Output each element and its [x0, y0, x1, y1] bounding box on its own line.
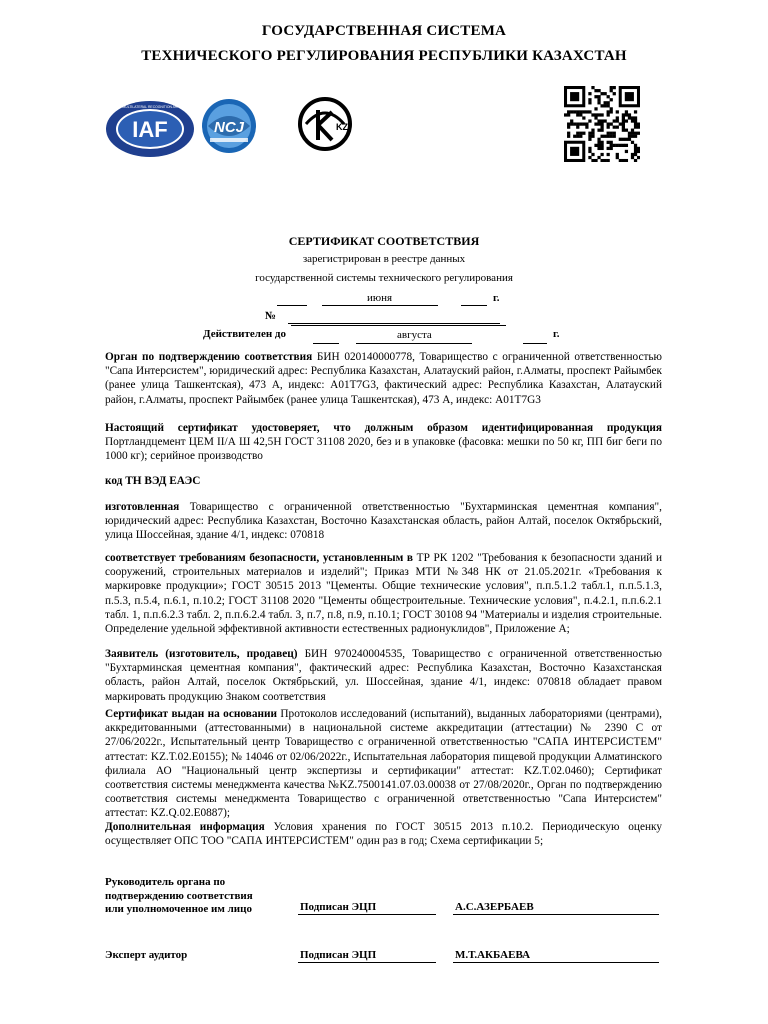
valid-until-label: Действителен до — [203, 328, 286, 340]
head-signature-line — [298, 914, 436, 915]
valid-month: августа — [397, 329, 432, 341]
reg-year-suffix: г. — [493, 292, 500, 304]
head-label-line-2: подтверждению соответствия — [105, 889, 253, 902]
valid-year-suffix: г. — [553, 328, 560, 340]
code-tn-ved: код ТН ВЭД ЕАЭС — [105, 475, 201, 487]
basis-section — [105, 707, 662, 821]
applicant-section — [105, 647, 662, 704]
ncj-logo-text: NCJ — [213, 119, 245, 136]
extra-label: Дополнительная информация — [105, 821, 265, 833]
head-name-line — [453, 914, 659, 915]
certificate-title: СЕРТИФИКАТ СООТВЕТСТВИЯ — [288, 234, 480, 248]
expert-signature-line — [298, 962, 436, 963]
manufacturer-section — [105, 500, 662, 543]
expert-label: Эксперт аудитор — [105, 949, 188, 961]
ncj-logo — [200, 96, 258, 158]
conform-label: соответствует требованиям безопасности, установленным в — [105, 552, 414, 564]
made-label: изготовленная — [105, 501, 180, 513]
head-label-line-3: или уполномоченное им лицо — [105, 903, 252, 915]
requirements-text: ТР РК 1202 "Требования к безопасности зданий и сооружений, строительных материалов и изделий"; Приказ МТИ №348 НК от 21.05.2021г. «Требования к маркировке продукции»; ГОСТ 30515 2013 "Цементы. Общие технические условия", п.п.5.1.2 табл.1, п.п.5.1.3, п.5.3, п.5.4, п.6.1, п.10.2; ГОСТ 31108 2020 "Цементы общестроительные. Технические условия", п.4.2.1, п.п.6.2.1 табл. 1, п.п.6.2.3 табл. 2, п.п.6.2.4 табл. 3, п.7, п.8, п.9, п.10.1; ГОСТ 30108 94 "Материалы и изделия строительные. Определение удельной эффективной активности естественных радионуклидов", Приложение А; — [105, 552, 662, 636]
iaf-logo — [105, 100, 195, 158]
organ-label: Орган по подтверждению соответствия — [105, 351, 313, 363]
additional-info-section — [105, 820, 662, 848]
certificate-subtitle-1: зарегистрирован в реестре данных — [302, 253, 466, 265]
valid-upper-line — [291, 325, 506, 326]
number-line — [288, 323, 500, 324]
iaf-ring-text: MEMBER OF MULTILATERAL RECOGNITION ARRANGEMENT — [105, 105, 195, 109]
certificate-subtitle-2: государственной системы технического регулирования — [255, 272, 513, 284]
number-label: № — [265, 310, 277, 322]
expert-name: М.Т.АКБАЕВА — [455, 949, 531, 961]
reg-month: июня — [367, 292, 393, 304]
iaf-logo-text: IAF — [132, 117, 168, 142]
head-signatory-label — [105, 876, 253, 917]
certified-product-section — [105, 421, 662, 464]
valid-month-line — [356, 343, 472, 344]
applicant-label: Заявитель (изготовитель, продавец) — [105, 648, 298, 660]
organ-section — [105, 350, 662, 407]
expert-signature-status: Подписан ЭЦП — [300, 949, 377, 961]
basis-label: Сертификат выдан на основании — [105, 708, 277, 720]
kz-mark-text: KZ — [336, 122, 348, 132]
requirements-section — [105, 551, 662, 636]
valid-year-line — [523, 343, 547, 344]
basis-text: Протоколов исследований (испытаний), выданных лабораториями (центрами), аккредитованными (аттестованными) в национальной системе аккредитации (аттестации) № 2390 С от 27/06/2022г., Испытательный центр Товарищество с ограниченной ответственностью "САПА ИНТЕРСИСТЕМ" аттестат: KZ.T.02.E0155); № 14046 от 02/06/2022г., Испытательная лаборатория пищевой продукции Алматинского филиала АО "Национальный центр экспертизы и сертификации" аттестат: KZ.T.02.0460); Сертификат соответствия системы менеджмента качества №KZ.7500141.07.03.00038 от 27/08/2020г., Орган по подтверждению соответствия системы менеджмента Товарищество с ограниченной ответственностью "Сапа Интерсистем" аттестат: KZ.Q.02.E0887); — [105, 708, 663, 820]
reg-year-line — [461, 305, 487, 306]
qr-code — [564, 86, 640, 162]
manufacturer-text: Товарищество с ограниченной ответственностью "Бухтарминская цементная компания", юридический адрес: Республика Казахстан, Восточно Казахстанская область, район Алтай, поселок Октябрьский, улица Шоссейная, здание 4/1, индекс: 070818 — [105, 501, 662, 542]
extra-text: Условия хранения по ГОСТ 30515 2013 п.10.2. Периодическую оценку осуществляет ОПС ТОО "САПА ИНТЕРСИСТЕМ" один раз в год; Схема сертификации 5; — [105, 821, 662, 848]
reg-day-line — [277, 305, 307, 306]
valid-day-line — [313, 343, 339, 344]
head-label-line-1: Руководитель органа по — [105, 876, 226, 888]
head-signature-status: Подписан ЭЦП — [300, 901, 377, 913]
kz-conformity-mark — [296, 96, 354, 152]
head-name: А.С.АЗЕРБАЕВ — [455, 901, 534, 913]
product-text: Портландцемент ЦЕМ II/А Ш 42,5Н ГОСТ 31108 2020, без и в упаковке (фасовка: мешки по 50 кг, ПП биг беги по 1000 кг); серийное производство — [105, 436, 662, 463]
organ-text: БИН 020140000778, Товарищество с ограниченной ответственностью "Сапа Интерсистем", юридический адрес: Республика Казахстан, Алатауский район, г.Алматы, проспект Райымбек (ранее улица Ташкентская), 473 А, индекс: A01T7G3, фактический адрес: Республика Казахстан, Алатауский район, г.Алматы, проспект Райымбек (ранее улица Ташкентская), 473 А, индекс: A01T7G3 — [105, 351, 662, 406]
applicant-text: БИН 970240004535, Товарищество с ограниченной ответственностью "Бухтарминская цементная компания", фактический адрес: Республика Казахстан, Восточно Казахстанская область, район Алтай, поселок Октябрьский, ул. Шоссейная, здание 4/1, индекс: 070818 обладает правом маркировать продукцию Знаком соответствия — [105, 648, 662, 703]
header-line-2: ТЕХНИЧЕСКОГО РЕГУЛИРОВАНИЯ РЕСПУБЛИКИ КАЗАХСТАН — [141, 48, 627, 64]
cert-label: Настоящий сертификат удостоверяет, что должным образом идентифицированная продукция — [105, 422, 662, 434]
header-line-1: ГОСУДАРСТВЕННАЯ СИСТЕМА — [261, 23, 507, 39]
expert-name-line — [453, 962, 659, 963]
